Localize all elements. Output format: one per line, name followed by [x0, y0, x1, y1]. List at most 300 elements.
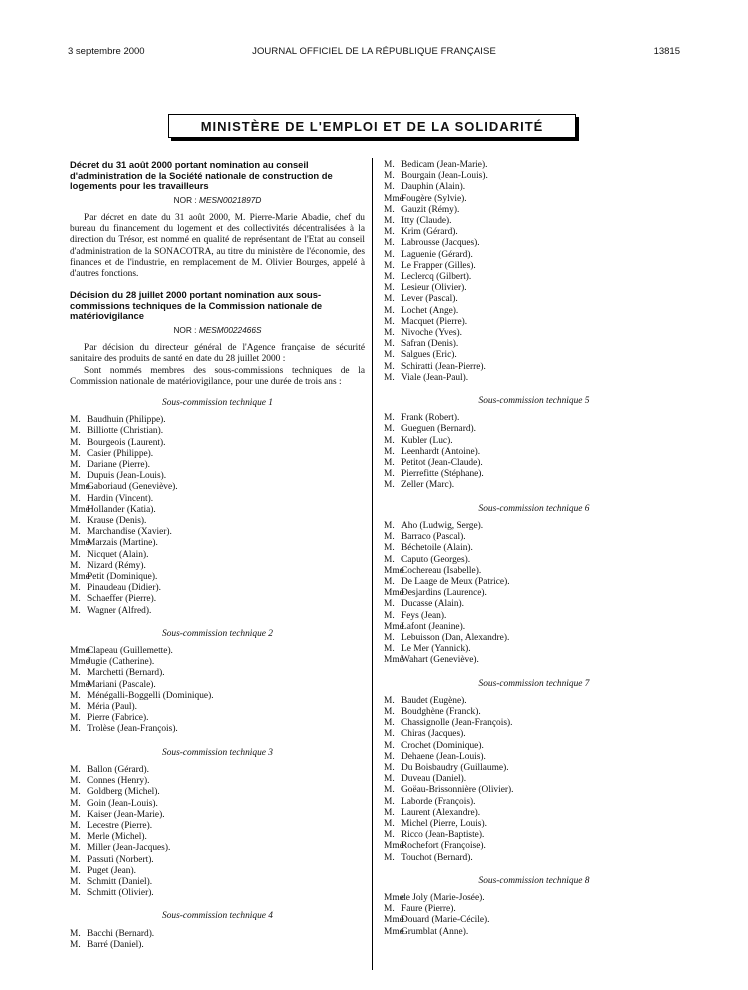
member-item — [70, 471, 365, 482]
member-civility: M. — [70, 713, 81, 724]
member-name: Schmitt (Olivier). — [87, 888, 154, 899]
member-name: Hollander (Katia). — [87, 504, 156, 515]
journal-title: JOURNAL OFFICIEL DE LA RÉPUBLIQUE FRANÇAISE — [252, 46, 496, 57]
member-item — [384, 763, 684, 774]
member-name: Krim (Gérard). — [401, 227, 458, 238]
member-name: Touchot (Bernard). — [401, 852, 473, 863]
member-item — [384, 250, 684, 261]
decree-nor-code: MESN0021897D — [199, 194, 262, 205]
member-item — [384, 521, 684, 532]
member-item — [384, 216, 684, 227]
member-item — [70, 843, 365, 854]
member-civility: M. — [384, 751, 395, 762]
member-civility: M. — [384, 599, 395, 610]
decision-nor-label: NOR : — [173, 324, 197, 335]
commission-3-title: Sous-commission technique 3 — [162, 747, 273, 758]
member-civility: Mme — [384, 565, 404, 576]
member-item — [70, 606, 365, 617]
member-name: Merle (Michel). — [87, 832, 147, 843]
member-civility: M. — [384, 182, 395, 193]
member-name: Frank (Robert). — [401, 413, 460, 424]
decision-nor — [70, 325, 365, 336]
member-civility: M. — [384, 305, 395, 316]
decree-title: Décret du 31 août 2000 portant nomination au conseil d'administration de la Société nationale de construction de logements pour les travailleurs — [70, 159, 333, 192]
member-civility: M. — [384, 227, 395, 238]
member-civility: M. — [70, 426, 81, 437]
member-name: Pierrefitte (Stéphane). — [401, 469, 484, 480]
member-name: Salgues (Eric). — [401, 350, 457, 361]
member-name: Chassignolle (Jean-François). — [401, 718, 513, 729]
member-civility: M. — [70, 764, 81, 775]
member-name: Jugie (Catherine). — [87, 657, 155, 668]
member-civility: M. — [384, 543, 395, 554]
member-item — [384, 927, 684, 938]
left-column — [70, 160, 365, 951]
member-item — [384, 696, 684, 707]
member-name: de Joly (Marie-Josée). — [401, 892, 485, 903]
member-item — [384, 633, 684, 644]
member-civility: M. — [384, 339, 395, 350]
member-civility: M. — [70, 854, 81, 865]
member-item — [70, 594, 365, 605]
member-civility: M. — [384, 610, 395, 621]
member-name: Pierre (Fabrice). — [87, 713, 149, 724]
member-name: Laborde (François). — [401, 796, 476, 807]
member-item — [384, 644, 684, 655]
member-item — [70, 460, 365, 471]
decision-title: Décision du 28 juillet 2000 portant nomination aux sous-commissions techniques de la Commission nationale de matériovigilance — [70, 289, 323, 322]
member-civility: M. — [70, 605, 81, 616]
member-civility: Mme — [70, 538, 90, 549]
member-name: Bedicam (Jean-Marie). — [401, 160, 488, 170]
member-item — [70, 866, 365, 877]
commission-7-title: Sous-commission technique 7 — [478, 678, 590, 689]
member-name: Caputo (Georges). — [401, 554, 471, 565]
member-item — [384, 194, 684, 205]
member-item — [70, 724, 365, 735]
member-item — [70, 799, 365, 810]
member-name: Desjardins (Laurence). — [401, 588, 487, 599]
member-name: Lever (Pascal). — [401, 294, 458, 305]
member-civility: M. — [384, 480, 395, 491]
member-name: Ducasse (Alain). — [401, 599, 464, 610]
member-item — [70, 713, 365, 724]
member-name: Faure (Pierre). — [401, 904, 456, 915]
member-civility: M. — [70, 820, 81, 831]
member-civility: M. — [384, 294, 395, 305]
member-item — [384, 577, 684, 588]
member-item — [384, 718, 684, 729]
member-name: Clapeau (Guillemette). — [87, 646, 173, 657]
member-civility: Mme — [384, 193, 404, 204]
commission-3-list — [70, 765, 365, 899]
member-item — [384, 160, 684, 171]
member-name: Nivoche (Yves). — [401, 328, 463, 339]
member-item — [384, 436, 684, 447]
member-name: Gaboriaud (Geneviève). — [87, 482, 178, 493]
member-civility: M. — [70, 865, 81, 876]
member-item — [70, 561, 365, 572]
member-name: Petit (Dominique). — [87, 572, 158, 583]
member-civility: M. — [70, 560, 81, 571]
right-column — [384, 160, 684, 938]
member-name: Schmitt (Daniel). — [87, 876, 153, 887]
member-name: Gueguen (Bernard). — [401, 424, 476, 435]
member-item — [384, 339, 684, 350]
commission-2-title: Sous-commission technique 2 — [162, 628, 273, 639]
member-name: Labrousse (Jacques). — [401, 238, 480, 249]
member-item — [70, 787, 365, 798]
member-item — [70, 810, 365, 821]
member-civility: M. — [70, 471, 81, 482]
member-name: Dauphin (Alain). — [401, 182, 466, 193]
decree-nor — [70, 195, 365, 206]
member-civility: M. — [70, 939, 81, 950]
member-name: De Laage de Meux (Patrice). — [401, 576, 510, 587]
member-civility: M. — [70, 876, 81, 887]
member-name: Barré (Daniel). — [87, 939, 144, 950]
member-civility: M. — [70, 583, 81, 594]
member-item — [384, 904, 684, 915]
member-civility: M. — [70, 809, 81, 820]
member-civility: M. — [70, 843, 81, 854]
member-name: Billiotte (Christian). — [87, 426, 164, 437]
member-item — [384, 328, 684, 339]
member-name: Kaiser (Jean-Marie). — [87, 809, 165, 820]
member-name: Laurent (Alexandre). — [401, 807, 481, 818]
member-item — [70, 482, 365, 493]
member-name: Macquet (Pierre). — [401, 316, 468, 327]
commission-7-list — [384, 696, 684, 864]
member-item — [384, 774, 684, 785]
member-item — [384, 532, 684, 543]
member-civility: M. — [384, 740, 395, 751]
member-civility: M. — [384, 785, 395, 796]
member-civility: M. — [70, 415, 81, 426]
member-civility: Mme — [70, 679, 90, 690]
member-item — [384, 893, 684, 904]
member-civility: Mme — [70, 504, 90, 515]
member-name: Lebuisson (Dan, Alexandre). — [401, 632, 510, 643]
member-item — [70, 929, 365, 940]
member-civility: M. — [384, 216, 395, 227]
member-item — [384, 785, 684, 796]
member-item — [384, 707, 684, 718]
member-civility: M. — [70, 787, 81, 798]
member-civility: M. — [384, 361, 395, 372]
member-item — [384, 808, 684, 819]
member-civility: Mme — [384, 915, 404, 926]
member-name: Ménégalli-Boggelli (Dominique). — [87, 690, 214, 701]
member-item — [384, 611, 684, 622]
member-name: Fougère (Sylvie). — [401, 193, 467, 204]
member-item — [384, 171, 684, 182]
member-name: Bourgeois (Laurent). — [87, 437, 166, 448]
member-civility: M. — [384, 729, 395, 740]
member-civility: M. — [384, 695, 395, 706]
member-name: Goin (Jean-Louis). — [87, 798, 158, 809]
member-civility: Mme — [384, 926, 404, 937]
member-item — [70, 550, 365, 561]
member-civility: M. — [384, 171, 395, 182]
member-item — [384, 272, 684, 283]
member-name: Goldberg (Michel). — [87, 787, 160, 798]
member-item — [70, 855, 365, 866]
member-item — [384, 469, 684, 480]
member-name: Baudet (Eugène). — [401, 695, 467, 706]
member-name: Le Mer (Yannick). — [401, 644, 471, 655]
member-item — [70, 572, 365, 583]
member-civility: M. — [70, 549, 81, 560]
member-item — [70, 449, 365, 460]
page-number: 13815 — [653, 46, 680, 57]
member-item — [70, 646, 365, 657]
member-civility: Mme — [384, 892, 404, 903]
member-civility: M. — [384, 796, 395, 807]
member-item — [70, 494, 365, 505]
member-name: Wahart (Geneviève). — [401, 655, 479, 666]
decision-nor-code: MESM0022466S — [198, 324, 262, 335]
member-item — [384, 741, 684, 752]
member-item — [384, 655, 684, 666]
member-civility: M. — [70, 594, 81, 605]
member-item — [384, 599, 684, 610]
member-civility: M. — [384, 807, 395, 818]
member-item — [384, 182, 684, 193]
member-item — [70, 680, 365, 691]
member-item — [384, 853, 684, 864]
member-item — [384, 373, 684, 384]
member-item — [384, 362, 684, 373]
member-name: Petitot (Jean-Claude). — [401, 458, 483, 469]
member-civility: M. — [70, 448, 81, 459]
member-name: Hardin (Vincent). — [87, 493, 154, 504]
member-item — [384, 555, 684, 566]
member-name: Krause (Denis). — [87, 516, 147, 527]
member-name: Aho (Ludwig, Serge). — [401, 520, 484, 531]
member-name: Puget (Jean). — [87, 865, 136, 876]
member-item — [384, 306, 684, 317]
commission-1-list — [70, 415, 365, 617]
member-civility: M. — [70, 798, 81, 809]
member-item — [384, 238, 684, 249]
member-civility: M. — [384, 272, 395, 283]
member-name: Béchetoile (Alain). — [401, 543, 473, 554]
member-name: Casier (Philippe). — [87, 448, 154, 459]
member-civility: M. — [70, 437, 81, 448]
member-name: Grumblat (Anne). — [401, 926, 469, 937]
member-item — [70, 877, 365, 888]
member-civility: M. — [384, 350, 395, 361]
member-item — [70, 538, 365, 549]
member-name: Leclercq (Gilbert). — [401, 272, 472, 283]
member-item — [70, 415, 365, 426]
member-civility: Mme — [70, 572, 90, 583]
member-name: Kubler (Luc). — [401, 435, 453, 446]
member-civility: M. — [384, 204, 395, 215]
column-divider — [372, 158, 373, 970]
member-name: Viale (Jean-Paul). — [401, 372, 469, 383]
member-civility: M. — [384, 372, 395, 383]
member-civility: M. — [384, 706, 395, 717]
commission-8-title: Sous-commission technique 8 — [478, 875, 590, 886]
member-civility: M. — [384, 316, 395, 327]
member-civility: M. — [384, 249, 395, 260]
member-name: Leenhardt (Antoine). — [401, 446, 481, 457]
member-name: Zeller (Marc). — [401, 480, 455, 491]
member-civility: M. — [384, 435, 395, 446]
member-item — [384, 317, 684, 328]
commission-1-title: Sous-commission technique 1 — [162, 398, 273, 408]
member-name: Passuti (Norbert). — [87, 854, 154, 865]
member-item — [70, 832, 365, 843]
member-item — [70, 888, 365, 899]
member-civility: M. — [384, 904, 395, 915]
commission-2-list — [70, 646, 365, 736]
member-civility: M. — [70, 702, 81, 713]
member-name: Barraco (Pascal). — [401, 532, 466, 543]
member-item — [384, 622, 684, 633]
member-item — [70, 702, 365, 713]
member-name: Miller (Jean-Jacques). — [87, 843, 171, 854]
member-civility: M. — [384, 554, 395, 565]
member-civility: M. — [384, 424, 395, 435]
member-civility: M. — [384, 818, 395, 829]
member-item — [70, 668, 365, 679]
member-item — [70, 940, 365, 951]
member-name: Ballon (Gérard). — [87, 764, 149, 775]
member-name: Duveau (Daniel). — [401, 774, 467, 785]
member-name: Trolèse (Jean-François). — [87, 724, 178, 735]
ministry-banner: MINISTÈRE DE L'EMPLOI ET DE LA SOLIDARITÉ — [168, 114, 576, 138]
member-item — [70, 527, 365, 538]
member-name: Bacchi (Bernard). — [87, 928, 155, 939]
member-item — [384, 819, 684, 830]
member-item — [384, 350, 684, 361]
decision-para-2: Sont nommés membres des sous-commissions techniques de la Commission nationale de matériovigilance, pour une durée de trois ans : — [70, 365, 365, 387]
member-name: Pinaudeau (Didier). — [87, 583, 161, 594]
commission-6-list — [384, 521, 684, 667]
member-item — [384, 413, 684, 424]
decree-nor-label: NOR : — [173, 194, 197, 205]
member-item — [384, 797, 684, 808]
member-name: Connes (Henry). — [87, 776, 150, 787]
member-item — [384, 205, 684, 216]
member-civility: M. — [70, 724, 81, 735]
member-item — [384, 729, 684, 740]
member-civility: M. — [384, 644, 395, 655]
member-name: Lecestre (Pierre). — [87, 820, 153, 831]
member-name: Du Boisbaudry (Guillaume). — [401, 762, 509, 773]
member-civility: M. — [384, 774, 395, 785]
member-name: Michel (Pierre, Louis). — [401, 818, 487, 829]
decision-para-1: Par décision du directeur général de l'Agence française de sécurité sanitaire des produits de santé en date du 28 juillet 2000 : — [70, 343, 365, 365]
member-name: Schaeffer (Pierre). — [87, 594, 157, 605]
member-item — [70, 765, 365, 776]
member-civility: M. — [70, 527, 81, 538]
member-item — [384, 915, 684, 926]
member-civility: M. — [384, 520, 395, 531]
member-name: Boudghène (Franck). — [401, 706, 481, 717]
commission-4-list — [70, 929, 365, 951]
member-civility: M. — [384, 632, 395, 643]
member-civility: Mme — [384, 655, 404, 666]
member-name: Dehaene (Jean-Louis). — [401, 751, 486, 762]
member-name: Lesieur (Olivier). — [401, 283, 467, 294]
member-civility: M. — [70, 460, 81, 471]
member-item — [70, 516, 365, 527]
member-name: Nicquet (Alain). — [87, 549, 149, 560]
member-civility: M. — [70, 928, 81, 939]
commission-6-title: Sous-commission technique 6 — [478, 503, 590, 514]
member-civility: M. — [384, 576, 395, 587]
member-item — [70, 426, 365, 437]
member-civility: M. — [384, 446, 395, 457]
member-civility: M. — [70, 668, 81, 679]
member-name: Dupuis (Jean-Louis). — [87, 471, 167, 482]
member-name: Méria (Paul). — [87, 702, 137, 713]
member-name: Mariani (Pascale). — [87, 679, 156, 690]
member-civility: M. — [384, 762, 395, 773]
member-name: Nizard (Rémy). — [87, 560, 146, 571]
member-civility: M. — [384, 328, 395, 339]
member-name: Feys (Jean). — [401, 610, 447, 621]
member-name: Laguenie (Gérard). — [401, 249, 473, 260]
member-civility: M. — [70, 888, 81, 899]
member-name: Ricco (Jean-Baptiste). — [401, 830, 485, 841]
member-civility: Mme — [384, 588, 404, 599]
member-item — [384, 841, 684, 852]
member-item — [384, 227, 684, 238]
member-item — [70, 505, 365, 516]
member-item — [384, 424, 684, 435]
member-name: Cochereau (Isabelle). — [401, 565, 482, 576]
member-civility: Mme — [70, 482, 90, 493]
member-civility: M. — [70, 776, 81, 787]
member-civility: M. — [70, 493, 81, 504]
member-item — [70, 821, 365, 832]
member-civility: M. — [384, 852, 395, 863]
member-item — [384, 752, 684, 763]
member-item — [70, 438, 365, 449]
commission-8-list — [384, 893, 684, 938]
member-civility: M. — [384, 160, 395, 170]
member-civility: M. — [384, 458, 395, 469]
header-date: 3 septembre 2000 — [68, 46, 145, 57]
member-name: Dariane (Pierre). — [87, 460, 150, 471]
member-name: Rochefort (Françoise). — [401, 841, 486, 852]
member-civility: Mme — [384, 621, 404, 632]
member-item — [384, 261, 684, 272]
member-item — [384, 588, 684, 599]
member-item — [384, 458, 684, 469]
member-name: Lochet (Ange). — [401, 305, 459, 316]
member-name: Chiras (Jacques). — [401, 729, 466, 740]
commission-4-continued-list — [384, 160, 684, 384]
member-name: Le Frapper (Gilles). — [401, 260, 476, 271]
member-civility: M. — [384, 413, 395, 424]
member-civility: Mme — [70, 646, 90, 657]
member-name: Baudhuin (Philippe). — [87, 415, 166, 426]
member-item — [384, 447, 684, 458]
member-item — [384, 480, 684, 491]
member-civility: M. — [70, 516, 81, 527]
commission-4-title: Sous-commission technique 4 — [162, 911, 273, 922]
member-civility: M. — [384, 238, 395, 249]
commission-5-list — [384, 413, 684, 491]
member-item — [384, 294, 684, 305]
decree-body: Par décret en date du 31 août 2000, M. Pierre-Marie Abadie, chef du bureau du financement du logement et des collectivités décentralisées à la direction du Trésor, est nommé en qualité de représentant de l'Etat au conseil d'administration de la SONACOTRA, au titre du ministère de l'économie, des finances et de l'industrie, en remplacement de M. Olivier Bourges, appelé à d'autres fonctions. — [70, 212, 365, 279]
